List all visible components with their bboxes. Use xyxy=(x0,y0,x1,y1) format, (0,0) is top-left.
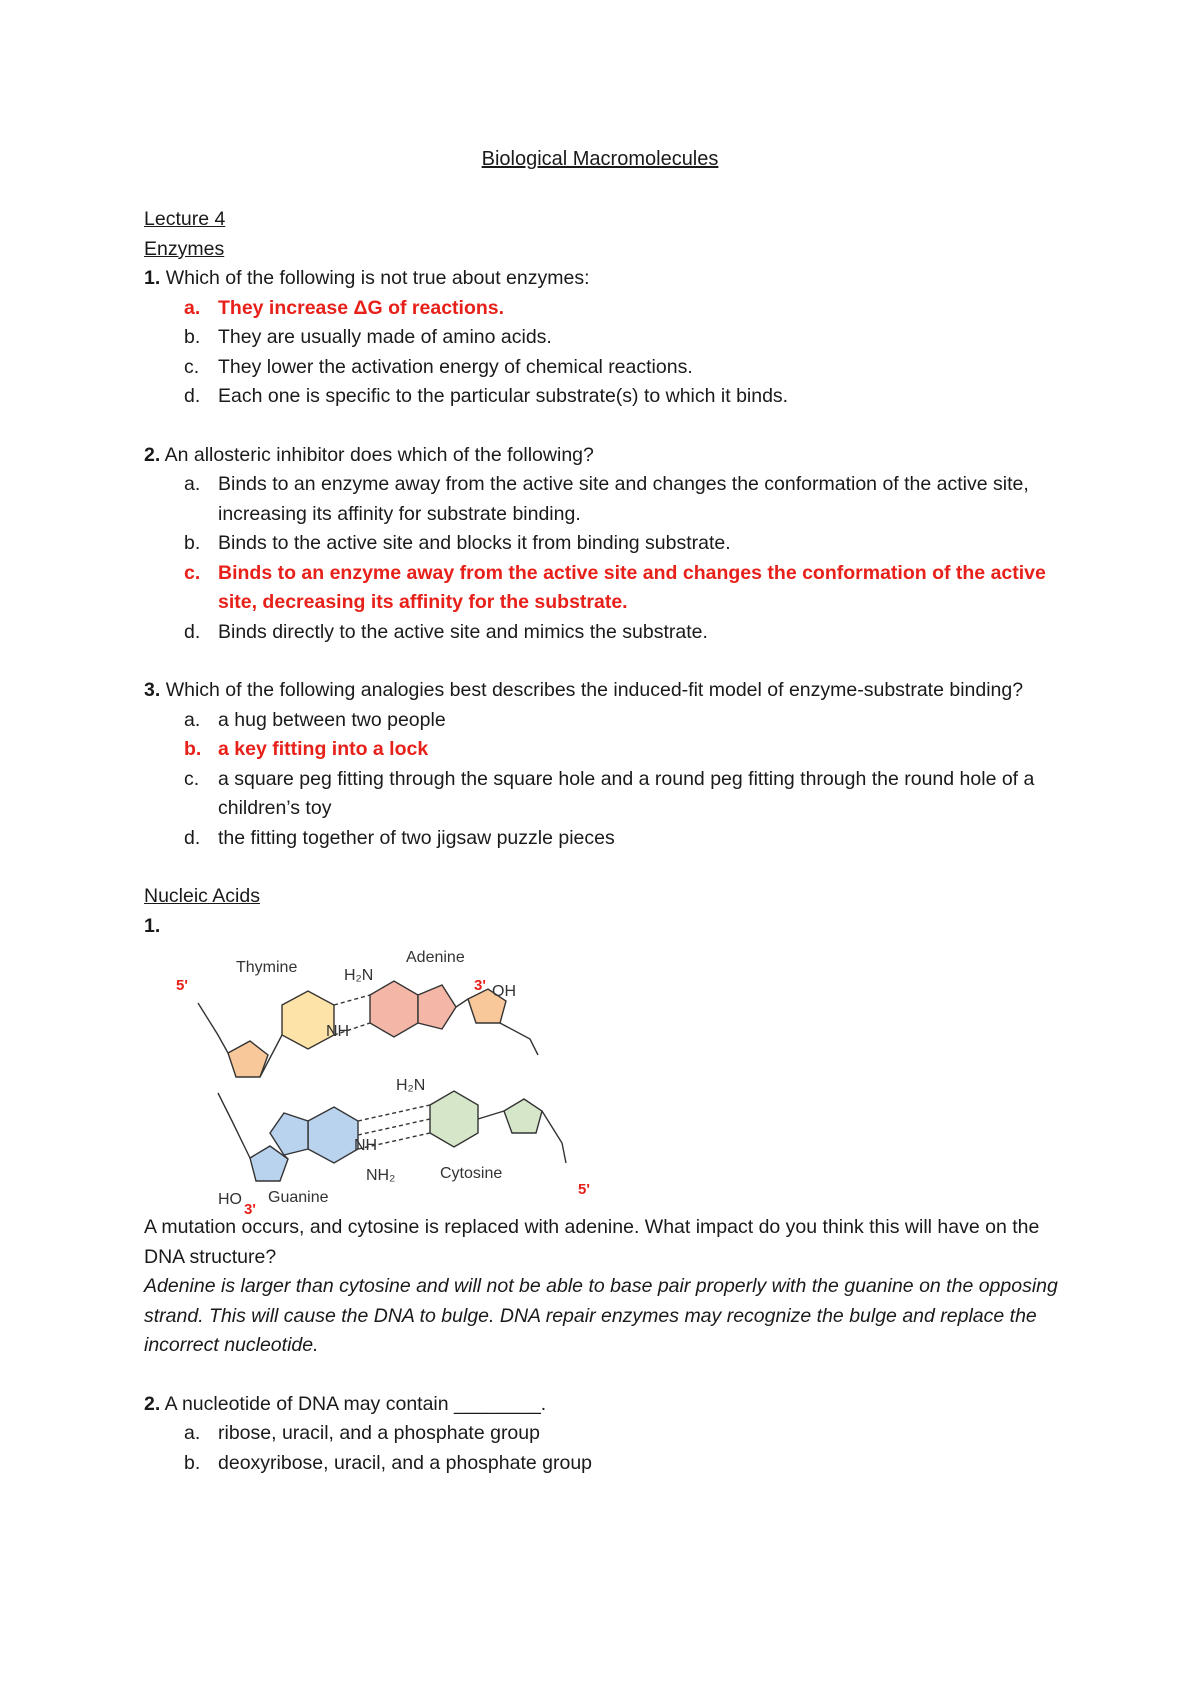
option-text: They increase ΔG of reactions. xyxy=(218,296,505,319)
option-text: ribose, uracil, and a phosphate group xyxy=(218,1422,540,1444)
enzymes-question-1 xyxy=(144,264,1074,294)
nh-label-bottom: NH xyxy=(354,1137,378,1154)
option-letter: a. xyxy=(184,708,201,731)
question-text: An allosteric inhibitor does which of the following? xyxy=(164,443,594,466)
option-b xyxy=(144,323,1074,353)
option-a xyxy=(144,706,1074,736)
option-text: deoxyribose, uracil, and a phosphate group xyxy=(218,1451,593,1474)
option-a xyxy=(144,470,1074,529)
option-text: Each one is specific to the particular substrate(s) to which it binds. xyxy=(218,385,789,407)
option-text: a key fitting into a lock xyxy=(218,738,429,760)
question-number: 3. xyxy=(144,679,161,701)
nucleic-acids-heading: Nucleic Acids xyxy=(144,885,260,907)
guanine-label: Guanine xyxy=(268,1189,329,1206)
option-letter: c. xyxy=(184,767,200,790)
dna-base-pair-figure xyxy=(158,943,658,1218)
option-d xyxy=(144,618,1074,648)
nucleic-q1-answer: Adenine is larger than cytosine and will not be able to base pair properly with the guanine on the opposing strand. This will cause the DNA to bulge. DNA repair enzymes may recognize the bulge and replace the incorrect nucleotide. xyxy=(144,1275,1058,1356)
option-letter: d. xyxy=(184,620,201,643)
guanine-ring-2 xyxy=(270,1113,308,1155)
enzymes-q3-options xyxy=(144,706,1074,854)
question-text: Which of the following is not true about enzymes: xyxy=(165,267,590,289)
option-text: Binds to an enzyme away from the active site and changes the conformation of the active site, increasing its affinity for substrate binding. xyxy=(218,473,1029,525)
enzymes-q1-options xyxy=(144,294,1074,412)
nucleic-q2-options xyxy=(144,1419,1074,1478)
three-prime-label-top: 3' xyxy=(474,977,486,994)
option-letter: a. xyxy=(184,296,201,319)
enzymes-question-3 xyxy=(144,676,1074,706)
sugar-top-left xyxy=(228,1041,268,1077)
enzymes-heading: Enzymes xyxy=(144,237,225,260)
option-letter: d. xyxy=(184,826,201,849)
enzymes-q2-options xyxy=(144,470,1074,647)
h2n-label-top: H₂N xyxy=(344,967,374,984)
option-text: They are usually made of amino acids. xyxy=(218,326,552,348)
option-a xyxy=(144,1419,1074,1449)
question-number: 2. xyxy=(144,443,161,466)
nh2-label: NH₂ xyxy=(366,1167,396,1184)
question-text: Which of the following analogies best describes the induced-fit model of enzyme-substrate binding? xyxy=(165,679,1024,701)
option-letter: a. xyxy=(184,1422,201,1444)
option-letter: b. xyxy=(184,1451,201,1474)
option-text: Binds to the active site and blocks it from binding substrate. xyxy=(218,532,731,554)
adenine-ring xyxy=(370,981,418,1037)
option-letter: d. xyxy=(184,385,201,407)
option-d xyxy=(144,382,1074,412)
option-d xyxy=(144,824,1074,854)
option-text: Binds to an enzyme away from the active site and changes the conformation of the active site, decreasing its affinity for the substrate. xyxy=(218,561,1046,613)
thymine-label: Thymine xyxy=(236,959,298,976)
adenine-ring-2 xyxy=(418,985,456,1029)
enzymes-question-2 xyxy=(144,441,1074,471)
question-number: 1. xyxy=(144,267,161,289)
option-b xyxy=(144,529,1074,559)
ho-label: HO xyxy=(218,1191,242,1208)
cytosine-label: Cytosine xyxy=(440,1165,503,1182)
question-text: A nucleotide of DNA may contain ________. xyxy=(164,1392,547,1415)
question-number: 2. xyxy=(144,1392,161,1415)
option-letter: b. xyxy=(184,738,202,760)
document-title: Biological Macromolecules xyxy=(481,148,719,170)
cytosine-ring xyxy=(430,1091,478,1147)
option-c xyxy=(144,353,1074,383)
option-letter: b. xyxy=(184,326,201,348)
option-letter: c. xyxy=(184,561,201,584)
option-text: the fitting together of two jigsaw puzzle pieces xyxy=(218,826,615,849)
option-b xyxy=(144,735,1074,765)
nucleic-q1-text: A mutation occurs, and cytosine is replaced with adenine. What impact do you think this will have on the DNA structure? xyxy=(144,1216,1040,1268)
three-prime-label-bottom: 3' xyxy=(244,1201,256,1218)
option-letter: b. xyxy=(184,532,201,554)
option-text: They lower the activation energy of chemical reactions. xyxy=(218,355,693,378)
option-c xyxy=(144,559,1074,618)
five-prime-label-top: 5' xyxy=(176,977,188,994)
option-text: a square peg fitting through the square hole and a round peg fitting through the round hole of a children’s toy xyxy=(218,767,1035,819)
guanine-ring xyxy=(308,1107,358,1163)
option-text: a hug between two people xyxy=(218,708,446,731)
option-letter: c. xyxy=(184,355,200,378)
document-body xyxy=(144,205,1074,1478)
nucleic-q1-number: 1. xyxy=(144,914,161,937)
option-b xyxy=(144,1449,1074,1479)
option-c xyxy=(144,765,1074,824)
sugar-bottom-right xyxy=(504,1099,542,1133)
option-text: Binds directly to the active site and mimics the substrate. xyxy=(218,620,708,643)
lecture-heading: Lecture 4 xyxy=(144,208,226,230)
h2n-label-bottom: H₂N xyxy=(396,1077,426,1094)
five-prime-label-bottom: 5' xyxy=(578,1181,590,1198)
adenine-label: Adenine xyxy=(406,949,465,966)
option-letter: a. xyxy=(184,473,201,495)
nh-label-top: NH xyxy=(326,1023,350,1040)
oh-label: OH xyxy=(492,983,516,1000)
option-a xyxy=(144,294,1074,324)
nucleic-question-2 xyxy=(144,1390,1074,1420)
